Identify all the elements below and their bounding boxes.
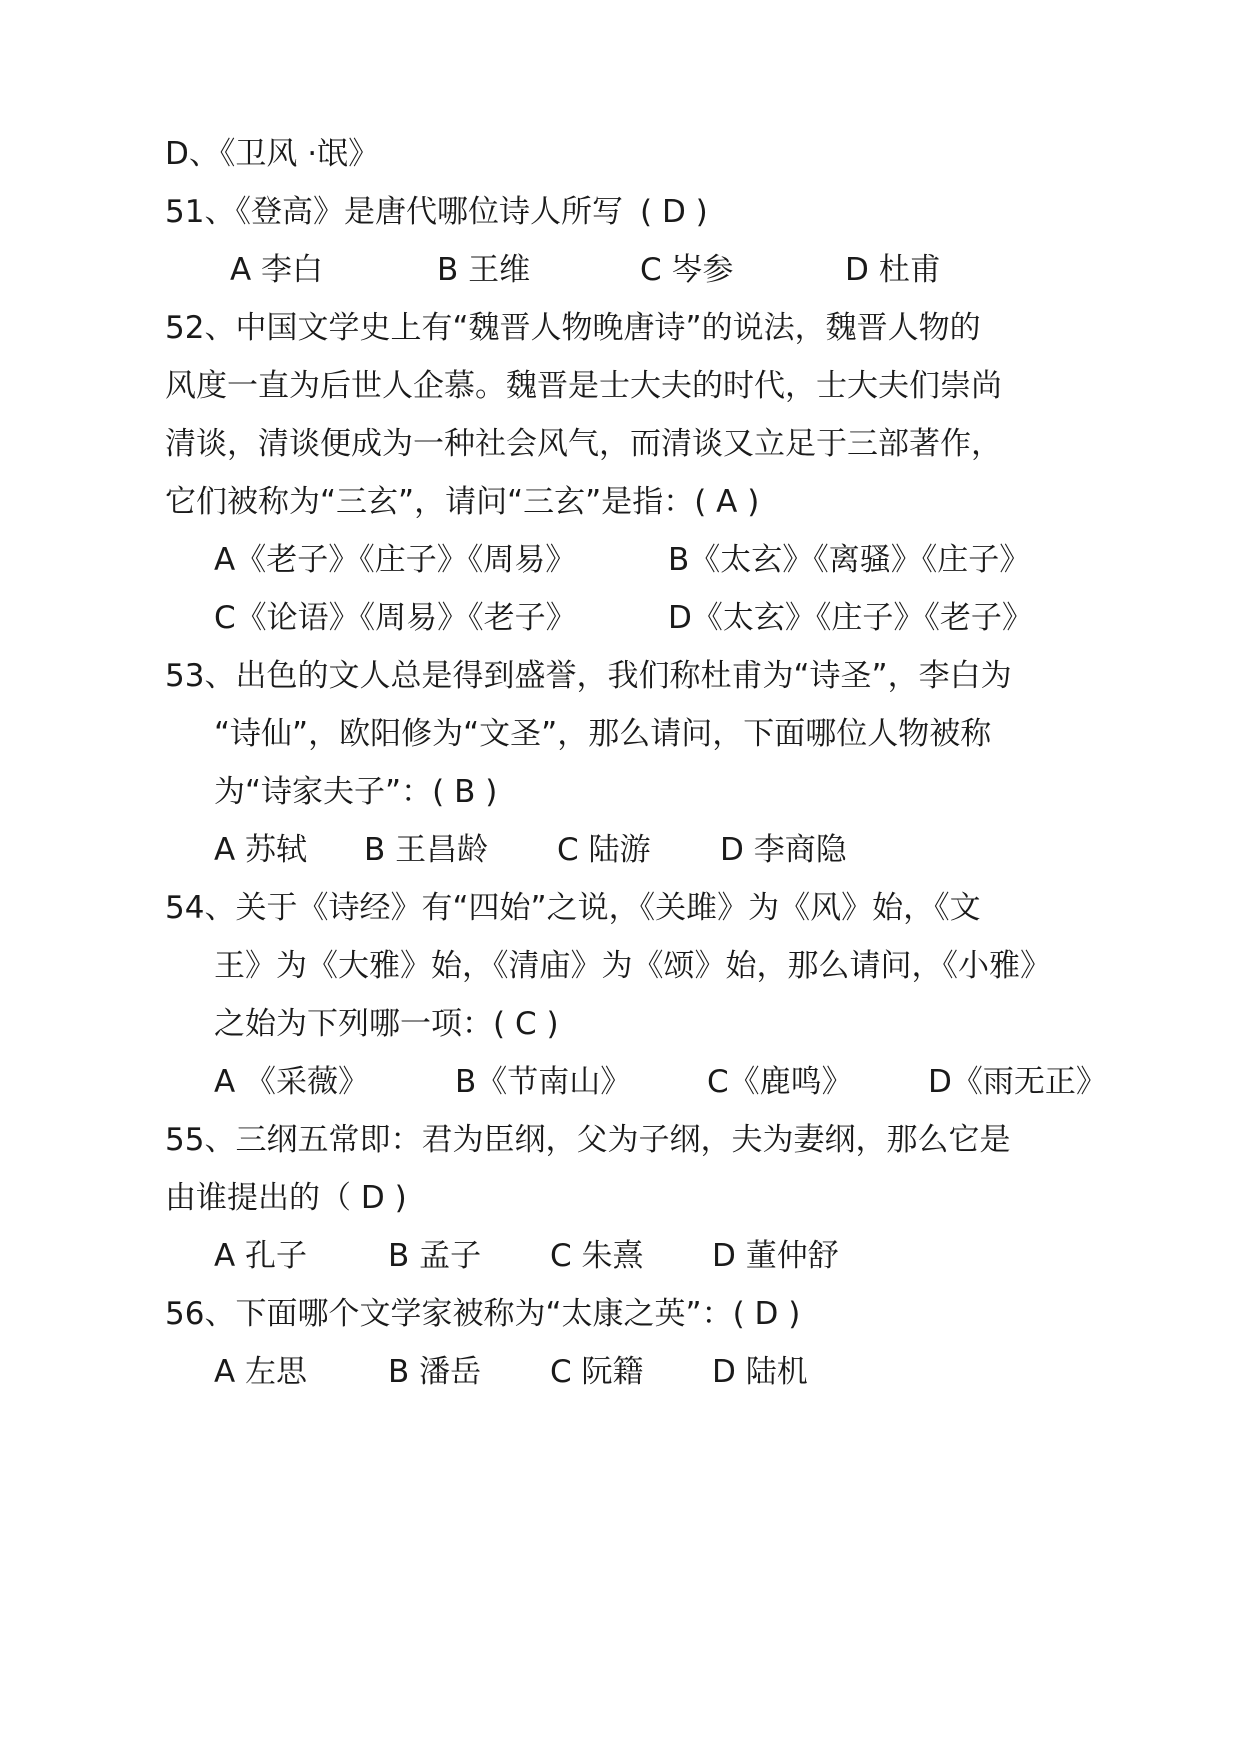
q51-option-c: C 岑参 <box>640 252 734 288</box>
q56-option-a: A 左思 <box>214 1354 308 1390</box>
q52-option-d: D《太玄》《庄子》《老子》 <box>668 600 1033 636</box>
q52-line-1: 52、中国文学史上有“魏晋人物晚唐诗”的说法，魏晋人物的 <box>165 310 981 346</box>
q56-option-b: B 潘岳 <box>388 1354 482 1390</box>
q51-option-b: B 王维 <box>437 252 531 288</box>
q53-line-3: 为“诗家夫子”：( B ) <box>214 774 498 810</box>
q56-stem: 56、下面哪个文学家被称为“太康之英”：( D ) <box>165 1296 801 1332</box>
q51-stem: 51、《登高》是唐代哪位诗人所写 <box>165 194 623 230</box>
q51-option-d: D 杜甫 <box>845 252 941 288</box>
q54-option-a: A 《采薇》 <box>214 1064 370 1100</box>
q54-option-c: C《鹿鸣》 <box>707 1064 853 1100</box>
q54-line-2: 王》为《大雅》始，《清庙》为《颂》始，那么请问，《小雅》 <box>214 948 1051 984</box>
q56-option-c: C 阮籍 <box>550 1354 644 1390</box>
q53-line-2: “诗仙”，欧阳修为“文圣”，那么请问，下面哪位人物被称 <box>214 716 992 752</box>
q52-option-a: A《老子》《庄子》《周易》 <box>214 542 577 578</box>
q51-option-a: A 李白 <box>230 252 324 288</box>
q55-line-1: 55、三纲五常即：君为臣纲，父为子纲，夫为妻纲，那么它是 <box>165 1122 1011 1158</box>
q54-line-1: 54、关于《诗经》有“四始”之说，《关雎》为《风》始，《文 <box>165 890 981 926</box>
q54-line-3: 之始为下列哪一项：( C ) <box>214 1006 559 1042</box>
q55-option-d: D 董仲舒 <box>712 1238 839 1274</box>
q53-option-d: D 李商隐 <box>720 832 847 868</box>
q50-option-d: D、《卫风 ·氓》 <box>165 136 380 172</box>
q55-option-c: C 朱熹 <box>550 1238 644 1274</box>
q53-line-1: 53、出色的文人总是得到盛誉，我们称杜甫为“诗圣”，李白为 <box>165 658 1012 694</box>
q52-line-3: 清谈，清谈便成为一种社会风气，而清谈又立足于三部著作， <box>165 426 1002 462</box>
q53-option-b: B 王昌龄 <box>364 832 489 868</box>
q53-option-c: C 陆游 <box>557 832 651 868</box>
q52-line-4: 它们被称为“三玄”，请问“三玄”是指：( A ) <box>165 484 760 520</box>
q55-option-b: B 孟子 <box>388 1238 482 1274</box>
q56-option-d: D 陆机 <box>712 1354 808 1390</box>
q52-line-2: 风度一直为后世人企慕。魏晋是士大夫的时代，士大夫们崇尚 <box>165 368 1002 404</box>
q55-option-a: A 孔子 <box>214 1238 308 1274</box>
q55-line-2: 由谁提出的（ D ) <box>165 1180 407 1216</box>
q53-option-a: A 苏轼 <box>214 832 308 868</box>
q52-option-b: B《太玄》《离骚》《庄子》 <box>668 542 1031 578</box>
q54-option-d: D《雨无正》 <box>928 1064 1107 1100</box>
q51-answer: ( D ) <box>640 194 708 230</box>
q52-option-c: C《论语》《周易》《老子》 <box>214 600 577 636</box>
q54-option-b: B《节南山》 <box>455 1064 632 1100</box>
